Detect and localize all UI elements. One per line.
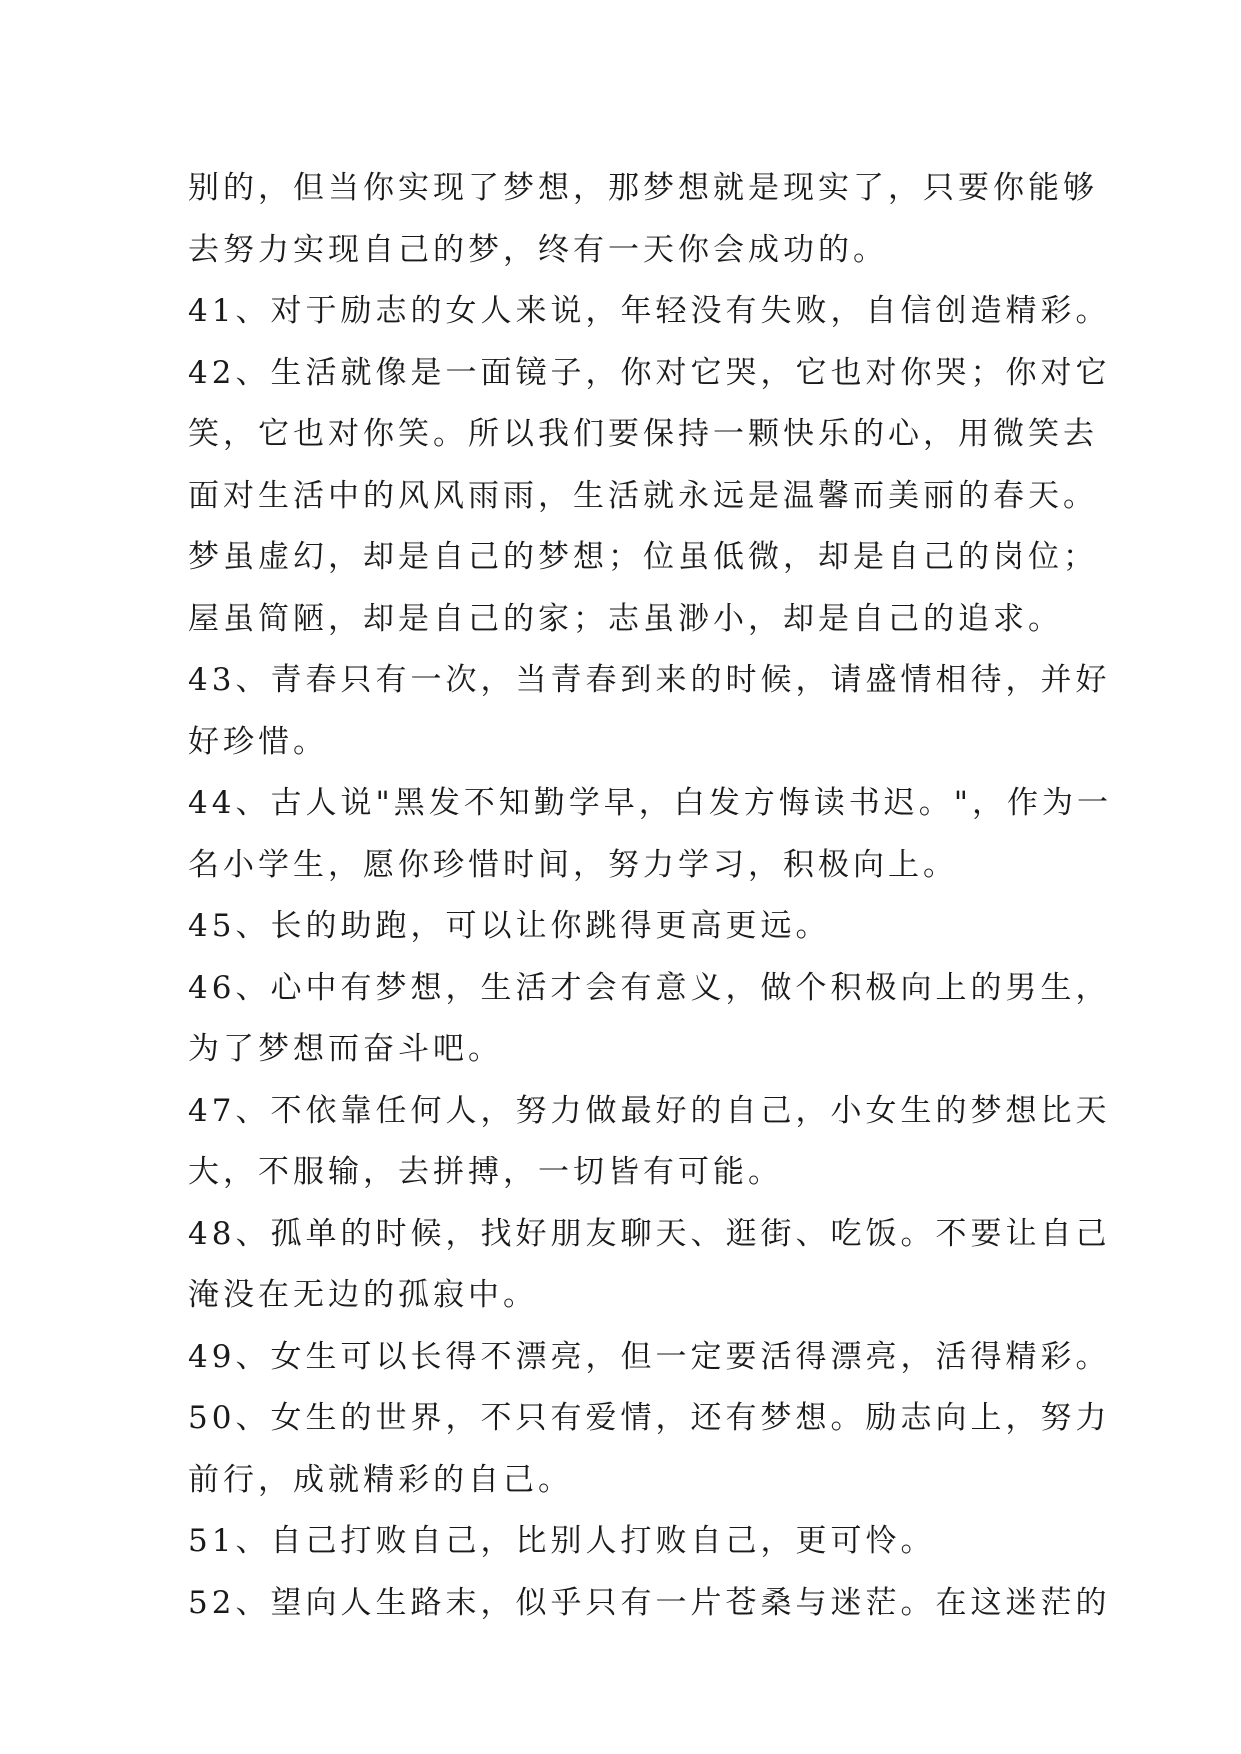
text-line: 43、青春只有一次，当青春到来的时候，请盛情相待，并好	[188, 662, 1111, 698]
text-line: 44、古人说"黑发不知勤学早，白发方悔读书迟。"，作为一	[188, 785, 1112, 821]
document-body	[188, 158, 1112, 1634]
text-line: 52、望向人生路末，似乎只有一片苍桑与迷茫。在这迷茫的	[188, 1584, 1111, 1621]
text-line: 46、心中有梦想，生活才会有意义，做个积极向上的男生，	[188, 969, 1111, 1006]
text-line: 50、女生的世界，不只有爱情，还有梦想。励志向上，努力	[188, 1400, 1111, 1436]
text-line: 前行，成就精彩的自己。	[188, 1461, 573, 1498]
text-line: 名小学生，愿你珍惜时间，努力学习，积极向上。	[188, 846, 958, 883]
text-line: 41、对于励志的女人来说，年轻没有失败，自信创造精彩。	[188, 293, 1111, 329]
text-line: 47、不依靠任何人，努力做最好的自己，小女生的梦想比天	[188, 1092, 1111, 1129]
text-line: 45、长的助跑，可以让你跳得更高更远。	[188, 908, 831, 944]
text-line: 51、自己打败自己，比别人打败自己，更可怜。	[188, 1523, 936, 1559]
text-line: 面对生活中的风风雨雨，生活就永远是温馨而美丽的春天。	[188, 477, 1098, 514]
text-line: 48、孤单的时候，找好朋友聊天、逛街、吃饭。不要让自己	[188, 1215, 1111, 1252]
text-line: 大，不服输，去拼搏，一切皆有可能。	[188, 1154, 783, 1190]
text-line: 42、生活就像是一面镜子，你对它哭，它也对你哭；你对它	[188, 354, 1111, 391]
text-line: 别的，但当你实现了梦想，那梦想就是现实了，只要你能够	[188, 170, 1098, 206]
text-line: 淹没在无边的孤寂中。	[188, 1277, 538, 1313]
text-line: 屋虽简陋，却是自己的家；志虽渺小，却是自己的追求。	[188, 600, 1063, 637]
text-line: 49、女生可以长得不漂亮，但一定要活得漂亮，活得精彩。	[188, 1338, 1111, 1375]
text-line: 梦虽虚幻，却是自己的梦想；位虽低微，却是自己的岗位；	[188, 539, 1098, 575]
text-line: 去努力实现自己的梦，终有一天你会成功的。	[188, 231, 888, 268]
text-line: 为了梦想而奋斗吧。	[188, 1031, 503, 1067]
text-line: 好珍惜。	[188, 723, 328, 760]
text-line: 笑，它也对你笑。所以我们要保持一颗快乐的心，用微笑去	[188, 416, 1098, 452]
